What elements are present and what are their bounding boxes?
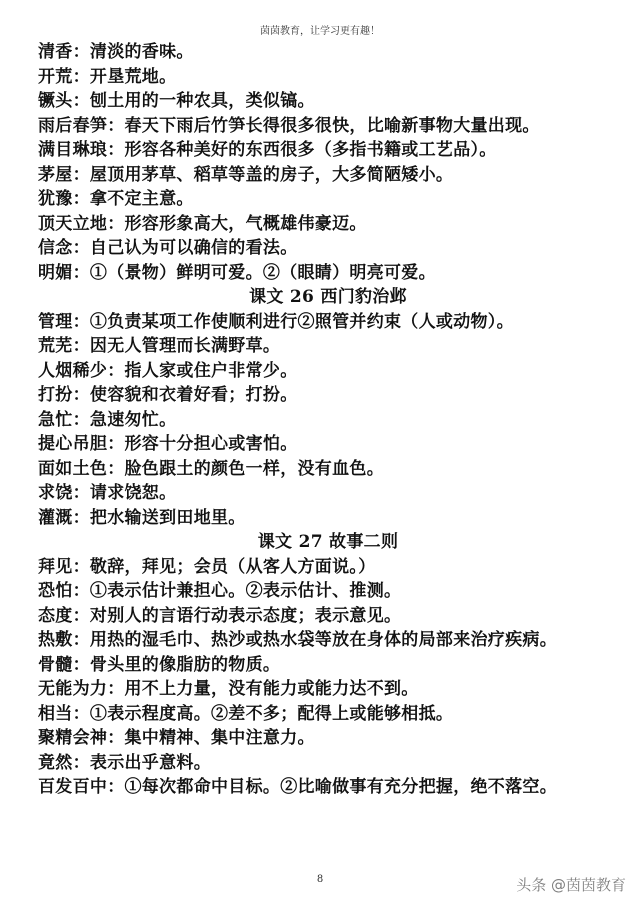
entry-kaihuang: 开荒：开垦荒地。: [38, 66, 177, 87]
entry-manmulinlang: 满目琳琅：形容各种美好的东西很多（多指书籍或工艺品）。: [38, 140, 497, 160]
entry-dingtianlidi: 顶天立地：形容形象高大，气概雄伟豪迈。: [38, 213, 367, 234]
entry-mingmei: 明媚：①（景物）鲜明可爱。②（眼睛）明亮可爱。: [38, 262, 436, 283]
entry-baifabaizhong: 百发百中：①每次都命中目标。②比喻做事有充分把握，绝不落空。: [38, 777, 557, 797]
entry-tixindiaodan: 提心吊胆：形容十分担心或害怕。: [38, 434, 298, 454]
watermark: 头条 @茵茵教育: [516, 876, 626, 894]
page-header: 茵茵教育，让学习更有趣！: [260, 26, 380, 37]
entry-jujinghuishen: 聚精会神：集中精神、集中注意力。: [38, 728, 315, 748]
entry-juetou: 镢头：刨土用的一种农具，类似镐。: [38, 91, 315, 111]
entry-qiurao: 求饶：请求饶恕。: [38, 483, 177, 503]
entry-yuhouchunsun: 雨后春笋：春天下雨后竹笋长得很多很快，比喻新事物大量出现。: [38, 115, 540, 136]
entry-youyu: 犹豫：拿不定主意。: [38, 189, 194, 209]
entry-daban: 打扮：使容貌和衣着好看；打扮。: [38, 385, 298, 405]
entry-guangai: 灌溉：把水输送到田地里。: [38, 507, 246, 528]
entry-mianrutuse: 面如土色：脸色跟土的颜色一样，没有血色。: [38, 458, 384, 479]
document-body: [38, 40, 618, 800]
entry-huangwu: 荒芜：因无人管理而长满野草。: [38, 336, 281, 356]
lesson-27-heading: 课文 27 故事二则: [257, 532, 399, 552]
entry-guanli: 管理：①负责某项工作使顺利进行②照管并约束（人或动物）。: [38, 311, 514, 332]
entry-wunengweili: 无能为力：用不上力量，没有能力或能力达不到。: [38, 679, 419, 699]
lesson-26-heading: 课文 26 西门豹治邺: [249, 287, 407, 307]
entry-jimang: 急忙：急速匆忙。: [38, 409, 177, 430]
page-number: 8: [316, 874, 324, 885]
entry-xinnian: 信念：自己认为可以确信的看法。: [38, 238, 298, 258]
entry-taidu: 态度：对别人的言语行动表示态度；表示意见。: [38, 605, 402, 626]
entry-maowu: 茅屋：屋顶用茅草、稻草等盖的房子，大多简陋矮小。: [38, 164, 454, 185]
entry-baijian: 拜见：敬辞，拜见；会员（从客人方面说。）: [38, 556, 376, 577]
entry-kongpa: 恐怕：①表示估计兼担心。②表示估计、推测。: [38, 581, 402, 601]
entry-jingran: 竟然：表示出乎意料。: [38, 752, 211, 773]
entry-refu: 热敷：用热的湿毛巾、热沙或热水袋等放在身体的局部来治疗疾病。: [38, 630, 557, 650]
entry-xiangdang: 相当：①表示程度高。②差不多；配得上或能够相抵。: [38, 703, 454, 724]
entry-renyanxishao: 人烟稀少：指人家或住户非常少。: [38, 360, 298, 381]
entry-qingxiang: 清香：清淡的香味。: [38, 42, 194, 62]
entry-gusui: 骨髓：骨头里的像脂肪的物质。: [38, 654, 281, 675]
